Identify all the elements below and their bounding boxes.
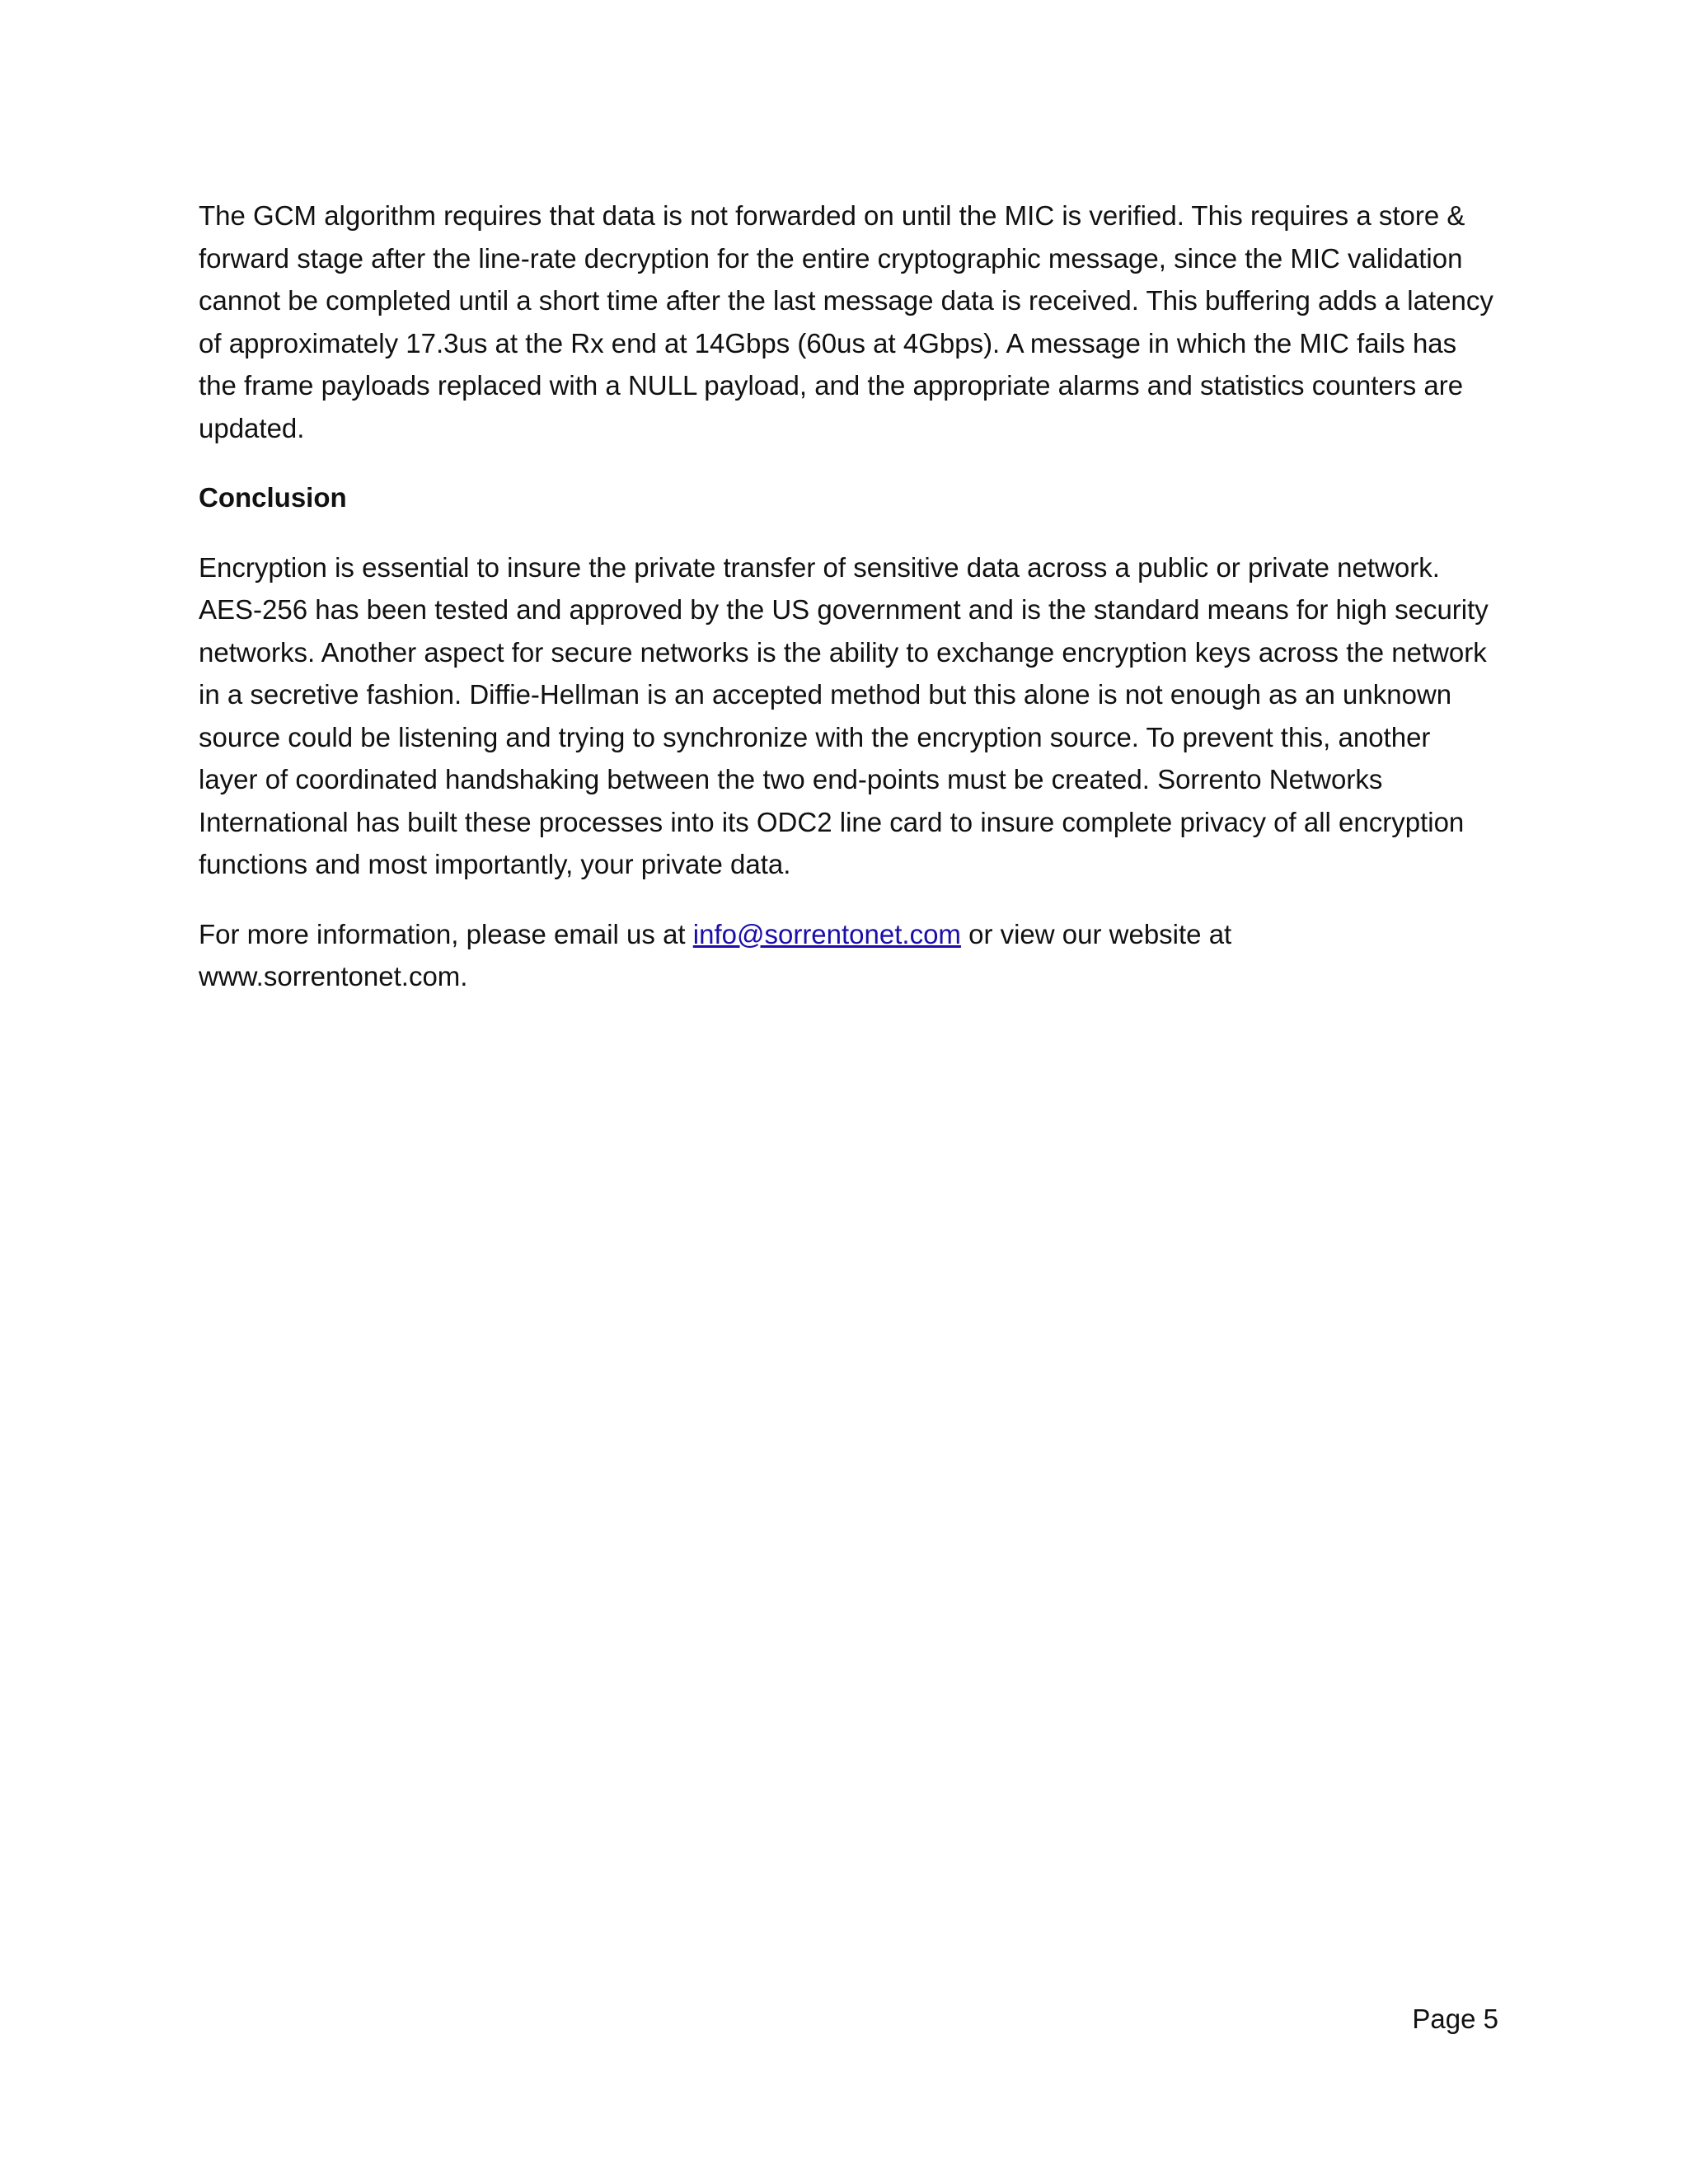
contact-prefix: For more information, please email us at <box>199 918 693 949</box>
email-link[interactable]: info@sorrentonet.com <box>692 918 961 949</box>
page-number: Page 5 <box>1412 2004 1498 2034</box>
conclusion-paragraph: Encryption is essential to insure the private transfer of sensitive data across a public or private network. AES-256 has been tested and approved by the US government and is the standard means for high security networks. Another aspect for secure networks is the ability to exchange encryption keys across the network in a secretive fashion. Diffie-Hellman is an accepted method but this alone is not enough as an unknown source could be listening and trying to synchronize with the encryption source. To prevent this, another layer of coordinated handshaking between the two end-points must be created. Sorrento Networks International has built these processes into its ODC2 line card to insure complete privacy of all encryption functions and most importantly, your private data. <box>199 551 1489 879</box>
contact-middle: or view our website at <box>960 918 1232 949</box>
gcm-paragraph: The GCM algorithm requires that data is not forwarded on until the MIC is verified. This requires a store & forward stage after the line-rate decryption for the entire cryptographic message, since the MIC validation cannot be completed until a short time after the last message data is received. This buffering adds a latency of approximately 17.3us at the Rx end at 14Gbps (60us at 4Gbps). A message in which the MIC fails has the frame payloads replaced with a NULL payload, and the appropriate alarms and statistics counters are updated. <box>199 200 1493 443</box>
contact-paragraph <box>199 913 1497 998</box>
document-body <box>199 194 1497 1025</box>
conclusion-heading: Conclusion <box>199 482 347 513</box>
website-text: www.sorrentonet.com. <box>199 961 468 991</box>
